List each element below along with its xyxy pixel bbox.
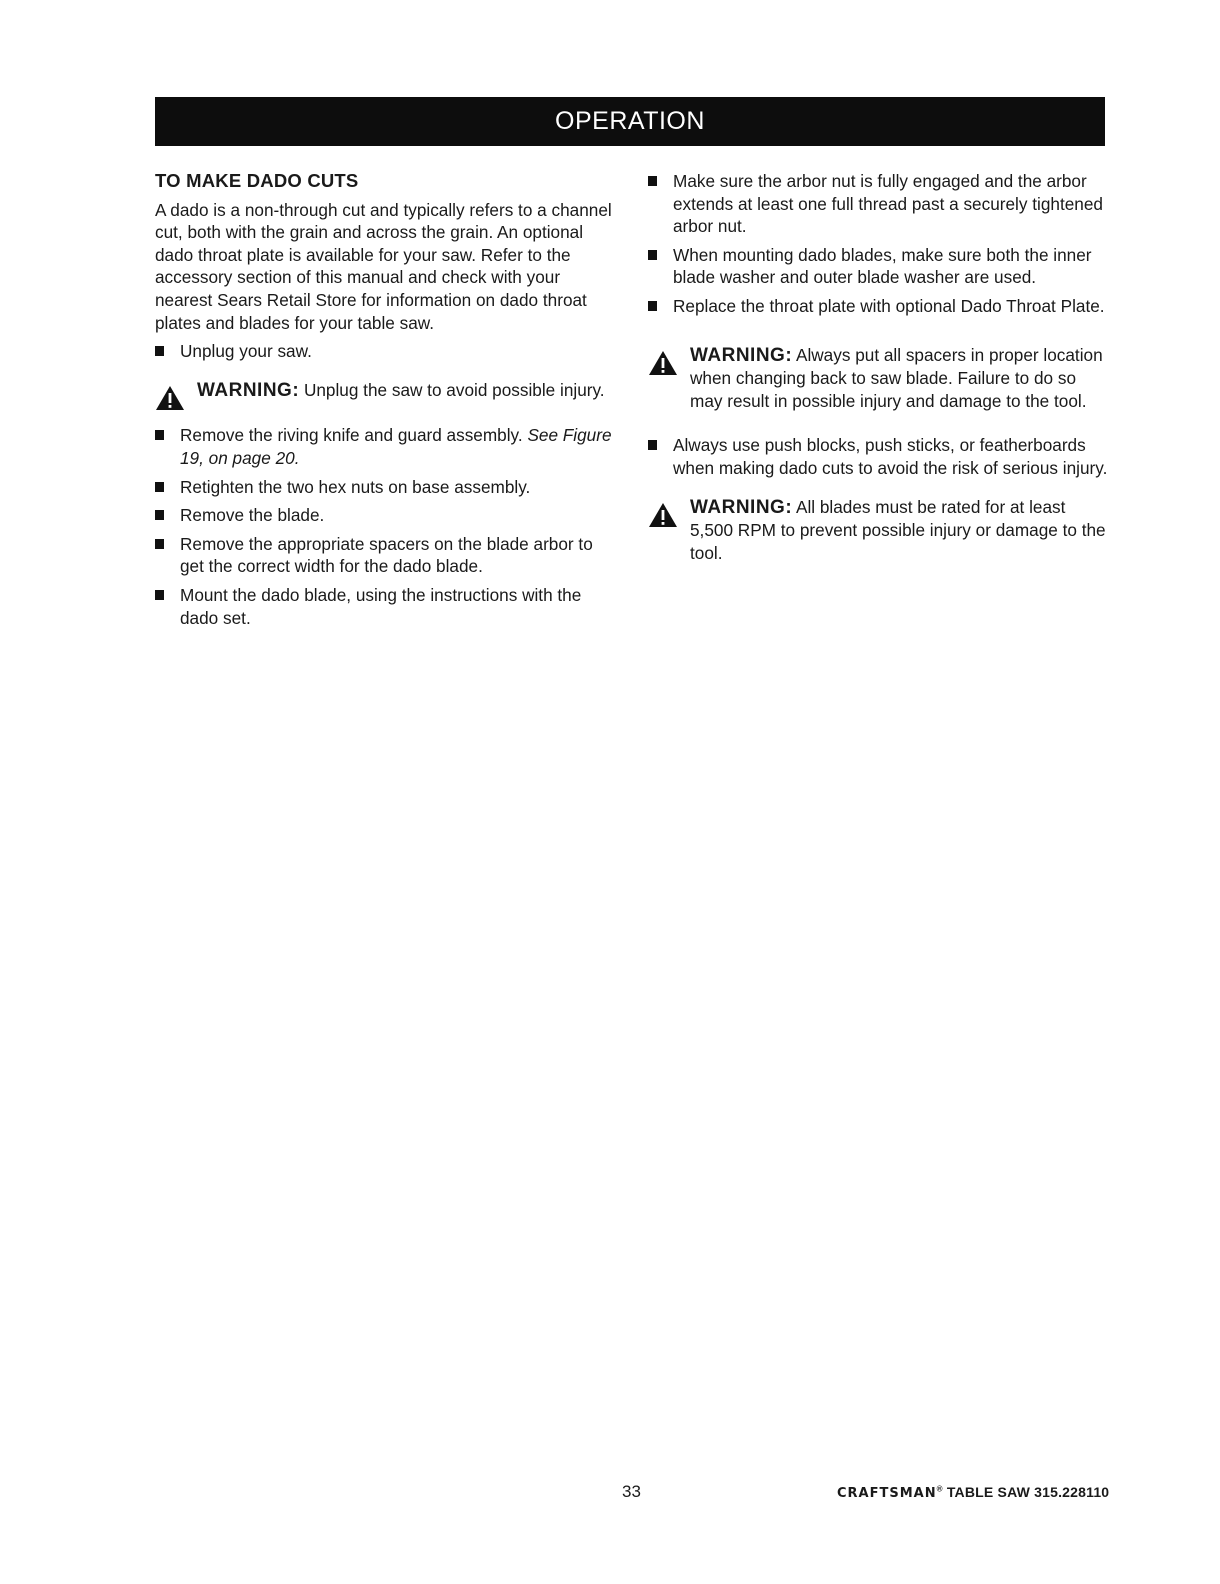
warning-triangle-icon <box>155 385 185 411</box>
bullet-square-icon <box>155 482 164 492</box>
bullet-square-icon <box>648 440 657 450</box>
section-banner: OPERATION <box>155 97 1105 146</box>
warning-block <box>648 344 1108 413</box>
warning-triangle-icon <box>648 350 678 376</box>
warning-label: WARNING: <box>690 496 793 518</box>
warning-label: WARNING: <box>197 379 300 401</box>
bullet-list-d <box>648 434 1108 479</box>
list-item-text: When mounting dado blades, make sure both the inner blade washer and outer blade washer are used. <box>673 244 1092 288</box>
list-item <box>155 584 620 629</box>
warning-block <box>648 496 1108 565</box>
footer-product <box>837 1484 1109 1501</box>
bullet-square-icon <box>155 539 164 549</box>
figure-reference: See Figure 19, on page 20. <box>180 425 612 468</box>
list-item <box>155 424 620 469</box>
warning-text: All blades must be rated for at least 5,500 RPM to prevent possible injury or damage to the tool. <box>690 496 1106 563</box>
list-item-text: Make sure the arbor nut is fully engaged and the arbor extends at least one full thread past a securely tightened arbor nut. <box>673 171 1103 237</box>
page-number: 33 <box>622 1482 641 1501</box>
list-item <box>155 340 620 363</box>
intro-paragraph: A dado is a non-through cut and typically refers to a channel cut, both with the grain and across the grain. An optional dado throat plate is available for your saw. Refer to the accessory section of this manual and check with your nearest Sears Retail Store for information on dado throat plates and blades for your table saw. <box>155 199 612 333</box>
list-item <box>648 295 1108 318</box>
warning-block <box>155 379 620 403</box>
right-column <box>648 170 1108 586</box>
bullet-square-icon <box>648 301 657 311</box>
warning-label: WARNING: <box>690 344 793 366</box>
list-item <box>155 533 620 578</box>
list-item-text: Retighten the two hex nuts on base assembly. <box>180 476 531 497</box>
list-item <box>648 434 1108 479</box>
bullet-list-a <box>155 340 620 363</box>
list-item-text: Remove the appropriate spacers on the blade arbor to get the correct width for the dado blade. <box>180 533 593 577</box>
left-column <box>155 170 620 635</box>
bullet-list-c <box>648 170 1108 318</box>
section-heading: TO MAKE DADO CUTS <box>155 170 359 191</box>
bullet-square-icon <box>155 510 164 520</box>
brand-mark: ® <box>936 1484 943 1494</box>
product-name: TABLE SAW 315.228110 <box>946 1484 1110 1500</box>
list-item <box>155 476 620 499</box>
warning-text: Always put all spacers in proper location when changing back to saw blade. Failure to do so may result in possible injury and damage to the tool. <box>690 344 1103 411</box>
bullet-square-icon <box>155 590 164 600</box>
brand-logo: CRAFTSMAN <box>837 1486 937 1501</box>
bullet-square-icon <box>155 430 164 440</box>
list-item-text: Unplug your saw. <box>180 341 312 362</box>
list-item <box>648 244 1108 289</box>
bullet-square-icon <box>155 346 164 356</box>
list-item-text: Replace the throat plate with optional Dado Throat Plate. <box>673 295 1105 316</box>
bullet-square-icon <box>648 250 657 260</box>
warning-triangle-icon <box>648 502 678 528</box>
list-item <box>648 170 1108 238</box>
list-item-text: Always use push blocks, push sticks, or featherboards when making dado cuts to avoid the risk of serious injury. <box>673 435 1108 478</box>
list-item-text: Remove the riving knife and guard assembly. <box>180 425 528 446</box>
list-item-text: Remove the blade. <box>180 505 325 526</box>
list-item <box>155 504 620 527</box>
bullet-list-b <box>155 424 620 629</box>
warning-text: Unplug the saw to avoid possible injury. <box>303 379 605 400</box>
list-item-text: Mount the dado blade, using the instructions with the dado set. <box>180 584 582 628</box>
bullet-square-icon <box>648 176 657 186</box>
